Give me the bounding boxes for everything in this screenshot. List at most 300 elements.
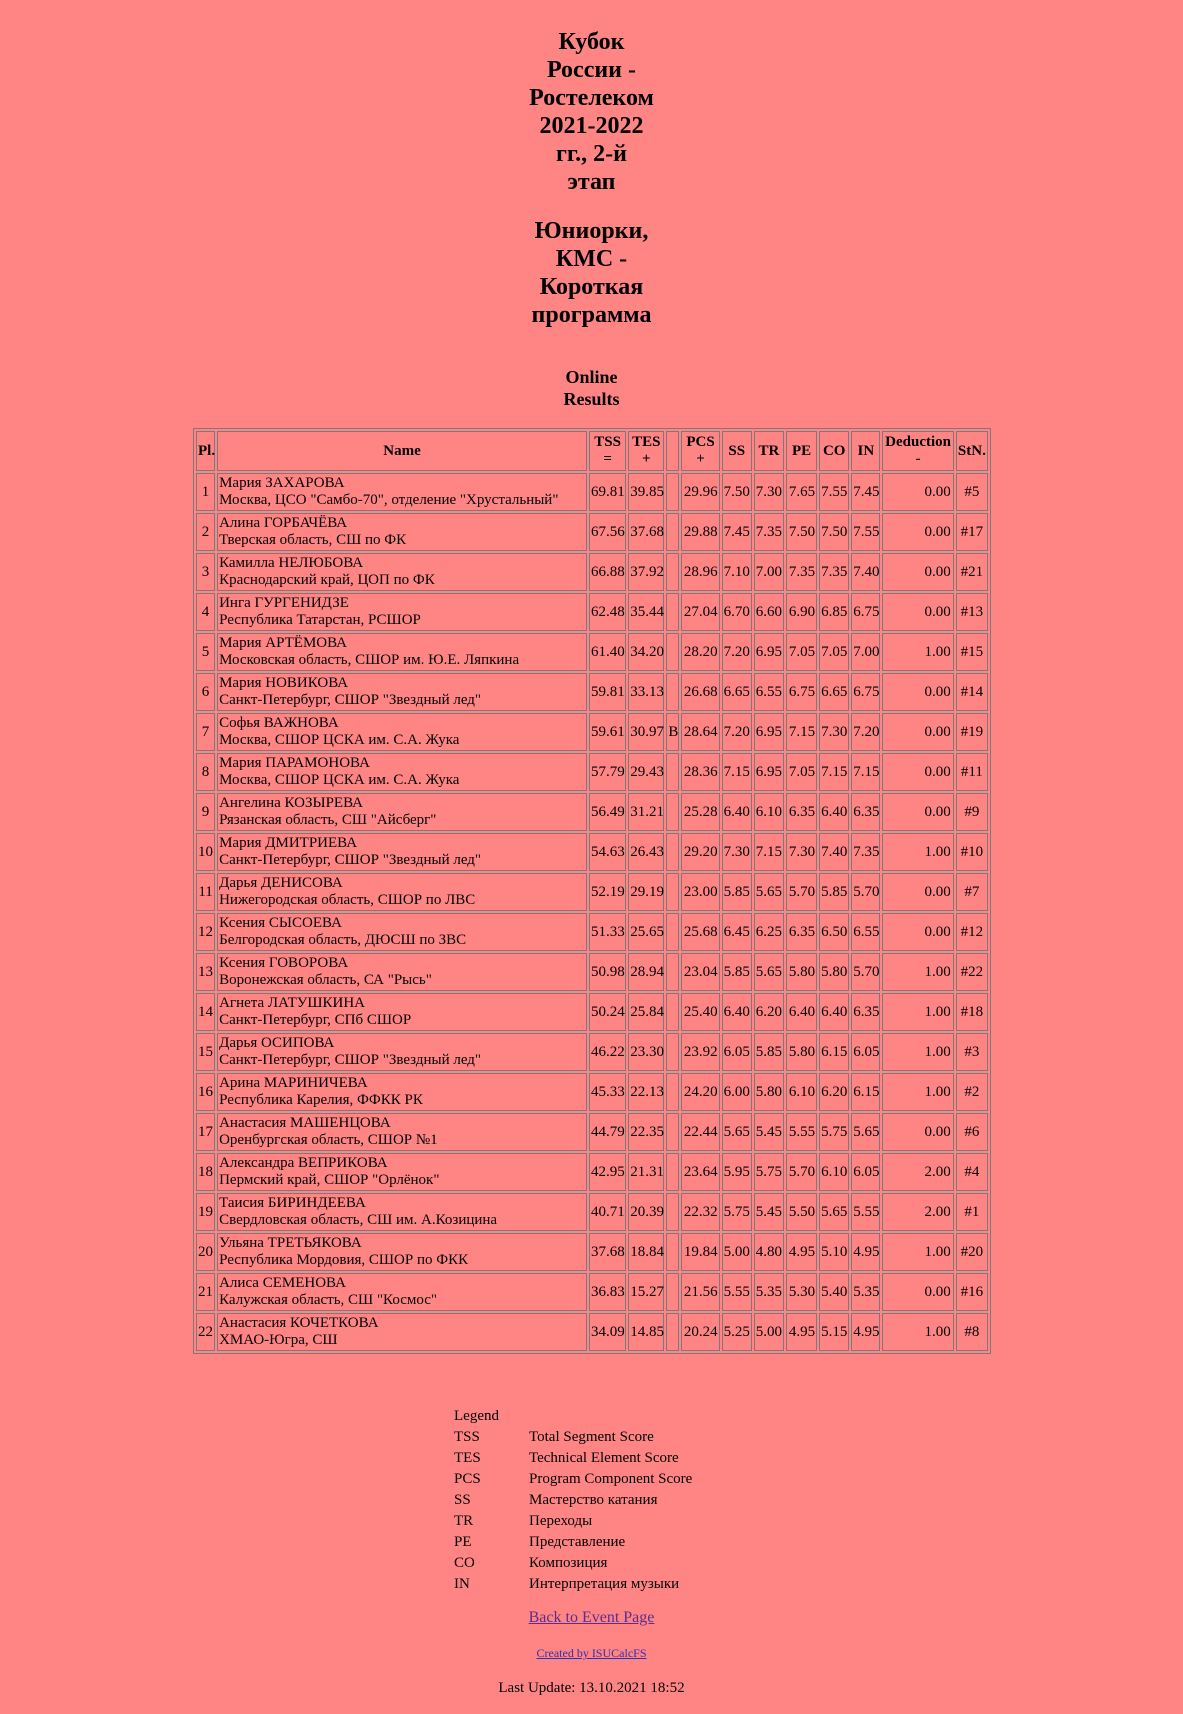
cell-tss: 44.79 [589, 1113, 626, 1151]
table-row [196, 793, 988, 831]
cell-pe: 6.40 [786, 993, 817, 1031]
cell-mark [666, 1033, 679, 1071]
header-tr: TR [754, 431, 784, 471]
cell-tss: 34.09 [589, 1313, 626, 1351]
cell-place: 22 [196, 1313, 215, 1351]
cell-place: 19 [196, 1193, 215, 1231]
cell-pcs: 24.20 [681, 1073, 719, 1111]
cell-tes: 37.68 [628, 513, 664, 551]
cell-in: 6.05 [851, 1033, 880, 1071]
cell-tes: 15.27 [628, 1273, 664, 1311]
cell-deduction: 1.00 [882, 1313, 953, 1351]
legend-desc: Представление [529, 1534, 626, 1550]
legend-item [454, 1553, 692, 1574]
cell-in: 7.55 [851, 513, 880, 551]
cell-mark [666, 1113, 679, 1151]
cell-mark [666, 793, 679, 831]
header-tes: TES + [628, 431, 664, 471]
skater-club: Пермский край, СШОР "Орлёнок" [219, 1172, 440, 1188]
cell-pe: 5.80 [786, 953, 817, 991]
cell-start-number: #13 [956, 593, 988, 631]
cell-co: 6.10 [819, 1153, 849, 1191]
cell-pcs: 19.84 [681, 1233, 719, 1271]
cell-place: 17 [196, 1113, 215, 1151]
cell-tes: 31.21 [628, 793, 664, 831]
cell-ss: 7.20 [722, 633, 752, 671]
cell-tr: 5.85 [754, 1033, 784, 1071]
cell-in: 5.35 [851, 1273, 880, 1311]
skater-club: Тверская область, СШ по ФК [219, 532, 407, 548]
cell-in: 5.70 [851, 953, 880, 991]
skater-name: Алина ГОРБАЧЁВА [219, 515, 348, 531]
cell-pcs: 28.64 [681, 713, 719, 751]
cell-place: 9 [196, 793, 215, 831]
cell-in: 7.00 [851, 633, 880, 671]
cell-deduction: 0.00 [882, 753, 953, 791]
cell-in: 6.05 [851, 1153, 880, 1191]
cell-co: 6.20 [819, 1073, 849, 1111]
cell-deduction: 0.00 [882, 913, 953, 951]
cell-start-number: #9 [956, 793, 988, 831]
cell-co: 6.65 [819, 673, 849, 711]
cell-pe: 7.15 [786, 713, 817, 751]
title-line: программа [531, 302, 652, 328]
cell-skater [217, 593, 587, 631]
created-by-link[interactable]: Created by ISUCalcFS [536, 1646, 647, 1660]
table-row [196, 953, 988, 991]
cell-ss: 7.50 [722, 473, 752, 511]
cell-skater [217, 1153, 587, 1191]
legend-item [454, 1469, 692, 1490]
cell-skater [217, 673, 587, 711]
cell-ss: 5.25 [722, 1313, 752, 1351]
cell-in: 7.35 [851, 833, 880, 871]
cell-ss: 5.00 [722, 1233, 752, 1271]
legend-desc: Мастерство катания [529, 1492, 658, 1508]
cell-co: 7.30 [819, 713, 849, 751]
cell-co: 6.85 [819, 593, 849, 631]
cell-ss: 6.00 [722, 1073, 752, 1111]
cell-tss: 51.33 [589, 913, 626, 951]
cell-skater [217, 1193, 587, 1231]
cell-tss: 42.95 [589, 1153, 626, 1191]
cell-pe: 7.05 [786, 753, 817, 791]
cell-tr: 5.65 [754, 953, 784, 991]
title-line: гг., 2-й [556, 141, 627, 167]
table-row [196, 1233, 988, 1271]
legend-abbr: TR [454, 1513, 474, 1529]
skater-club: Калужская область, СШ "Космос" [219, 1292, 437, 1308]
cell-tss: 40.71 [589, 1193, 626, 1231]
cell-co: 5.65 [819, 1193, 849, 1231]
legend-abbr: IN [454, 1576, 470, 1592]
cell-ss: 5.95 [722, 1153, 752, 1191]
cell-deduction: 0.00 [882, 473, 953, 511]
cell-start-number: #11 [956, 753, 988, 791]
cell-mark [666, 553, 679, 591]
cell-pcs: 26.68 [681, 673, 719, 711]
cell-deduction: 0.00 [882, 713, 953, 751]
table-row [196, 1153, 988, 1191]
cell-co: 7.55 [819, 473, 849, 511]
cell-mark [666, 993, 679, 1031]
legend-item [454, 1427, 692, 1448]
legend-item [454, 1574, 692, 1595]
table-row [196, 553, 988, 591]
cell-in: 6.35 [851, 993, 880, 1031]
cell-deduction: 0.00 [882, 673, 953, 711]
cell-co: 7.05 [819, 633, 849, 671]
cell-start-number: #10 [956, 833, 988, 871]
cell-start-number: #6 [956, 1113, 988, 1151]
cell-ss: 6.45 [722, 913, 752, 951]
cell-mark [666, 1273, 679, 1311]
cell-start-number: #1 [956, 1193, 988, 1231]
header-pcs: PCS + [681, 431, 719, 471]
legend-abbr: PE [454, 1534, 472, 1550]
cell-mark: B [666, 713, 679, 751]
cell-start-number: #18 [956, 993, 988, 1031]
last-update: Last Update: 13.10.2021 18:52 [498, 1680, 685, 1696]
cell-tr: 5.80 [754, 1073, 784, 1111]
cell-co: 5.15 [819, 1313, 849, 1351]
skater-name: Анастасия МАШЕНЦОВА [219, 1115, 391, 1131]
skater-name: Ксения ГОВОРОВА [219, 955, 349, 971]
cell-tes: 25.84 [628, 993, 664, 1031]
title-line: Online [565, 367, 618, 387]
table-row [196, 1193, 988, 1231]
skater-club: Республика Татарстан, РСШОР [219, 612, 421, 628]
table-row [196, 473, 988, 511]
cell-co: 6.50 [819, 913, 849, 951]
cell-tss: 37.68 [589, 1233, 626, 1271]
skater-club: ХМАО-Югра, СШ [219, 1332, 338, 1348]
cell-pe: 7.05 [786, 633, 817, 671]
cell-deduction: 1.00 [882, 633, 953, 671]
cell-mark [666, 833, 679, 871]
cell-skater [217, 513, 587, 551]
skater-club: Краснодарский край, ЦОП по ФК [219, 572, 435, 588]
skater-name: Дарья ОСИПОВА [219, 1035, 335, 1051]
results-table [193, 428, 991, 1354]
online-results-heading [0, 366, 1183, 410]
cell-co: 7.15 [819, 753, 849, 791]
skater-name: Анастасия КОЧЕТКОВА [219, 1315, 379, 1331]
legend-desc: Переходы [529, 1513, 593, 1529]
cell-ss: 7.20 [722, 713, 752, 751]
cell-tes: 39.85 [628, 473, 664, 511]
cell-co: 5.80 [819, 953, 849, 991]
cell-pe: 7.35 [786, 553, 817, 591]
table-row [196, 713, 988, 751]
cell-pcs: 28.96 [681, 553, 719, 591]
cell-skater [217, 793, 587, 831]
skater-club: Республика Мордовия, СШОР по ФКК [219, 1252, 469, 1268]
cell-mark [666, 633, 679, 671]
title-line: России - [546, 57, 636, 83]
cell-tes: 20.39 [628, 1193, 664, 1231]
cell-pe: 6.35 [786, 793, 817, 831]
cell-co: 7.50 [819, 513, 849, 551]
cell-tr: 5.45 [754, 1193, 784, 1231]
cell-mark [666, 873, 679, 911]
cell-pcs: 23.92 [681, 1033, 719, 1071]
cell-pe: 7.30 [786, 833, 817, 871]
cell-in: 7.45 [851, 473, 880, 511]
skater-name: Арина МАРИНИЧЕВА [219, 1075, 368, 1091]
cell-tss: 59.61 [589, 713, 626, 751]
cell-place: 8 [196, 753, 215, 791]
cell-ss: 5.55 [722, 1273, 752, 1311]
cell-in: 7.40 [851, 553, 880, 591]
cell-start-number: #17 [956, 513, 988, 551]
cell-tss: 59.81 [589, 673, 626, 711]
cell-tes: 30.97 [628, 713, 664, 751]
title-line: Юниорки, [534, 218, 649, 244]
cell-ss: 6.70 [722, 593, 752, 631]
skater-name: Таисия БИРИНДЕЕВА [219, 1195, 366, 1211]
header-pe: PE [786, 431, 817, 471]
cell-deduction: 0.00 [882, 1273, 953, 1311]
cell-in: 6.75 [851, 593, 880, 631]
cell-pe: 4.95 [786, 1313, 817, 1351]
cell-deduction: 1.00 [882, 953, 953, 991]
legend-abbr: CO [454, 1555, 475, 1571]
cell-tes: 37.92 [628, 553, 664, 591]
cell-mark [666, 1153, 679, 1191]
skater-club: Оренбургская область, СШОР №1 [219, 1132, 438, 1148]
cell-pe: 6.35 [786, 913, 817, 951]
header-mark [666, 431, 679, 471]
cell-mark [666, 1073, 679, 1111]
cell-pcs: 25.28 [681, 793, 719, 831]
cell-skater [217, 1113, 587, 1151]
cell-tr: 7.30 [754, 473, 784, 511]
cell-mark [666, 473, 679, 511]
cell-start-number: #7 [956, 873, 988, 911]
cell-skater [217, 713, 587, 751]
table-row [196, 753, 988, 791]
cell-deduction: 0.00 [882, 1113, 953, 1151]
cell-tss: 36.83 [589, 1273, 626, 1311]
cell-mark [666, 913, 679, 951]
cell-skater [217, 1033, 587, 1071]
cell-deduction: 1.00 [882, 1033, 953, 1071]
skater-club: Санкт-Петербург, СШОР "Звездный лед" [219, 852, 482, 868]
table-row [196, 1073, 988, 1111]
legend-title: Legend [454, 1408, 499, 1424]
cell-pcs: 23.64 [681, 1153, 719, 1191]
cell-place: 1 [196, 473, 215, 511]
skater-club: Москва, СШОР ЦСКА им. С.А. Жука [219, 732, 460, 748]
skater-club: Москва, ЦСО "Самбо-70", отделение "Хрустальный" [219, 492, 559, 508]
cell-skater [217, 633, 587, 671]
cell-place: 5 [196, 633, 215, 671]
cell-co: 7.40 [819, 833, 849, 871]
cell-place: 12 [196, 913, 215, 951]
cell-skater [217, 873, 587, 911]
cell-pcs: 25.40 [681, 993, 719, 1031]
cell-skater [217, 473, 587, 511]
cell-ss: 5.85 [722, 873, 752, 911]
category-title [0, 217, 1183, 329]
cell-ss: 6.65 [722, 673, 752, 711]
cell-start-number: #2 [956, 1073, 988, 1111]
cell-pe: 4.95 [786, 1233, 817, 1271]
cell-skater [217, 753, 587, 791]
cell-skater [217, 1233, 587, 1271]
cell-in: 6.15 [851, 1073, 880, 1111]
cell-tes: 29.19 [628, 873, 664, 911]
skater-name: Мария ПАРАМОНОВА [219, 755, 370, 771]
cell-co: 5.10 [819, 1233, 849, 1271]
legend-item [454, 1490, 692, 1511]
cell-tr: 7.15 [754, 833, 784, 871]
cell-tss: 66.88 [589, 553, 626, 591]
cell-deduction: 1.00 [882, 833, 953, 871]
header-pl: Pl. [196, 431, 215, 471]
header-stn: StN. [956, 431, 988, 471]
table-row [196, 993, 988, 1031]
cell-ss: 6.40 [722, 793, 752, 831]
legend-abbr: PCS [454, 1471, 481, 1487]
cell-in: 5.65 [851, 1113, 880, 1151]
title-line: этап [567, 169, 616, 195]
cell-tr: 7.35 [754, 513, 784, 551]
skater-club: Санкт-Петербург, СШОР "Звездный лед" [219, 1052, 482, 1068]
cell-start-number: #15 [956, 633, 988, 671]
cell-place: 13 [196, 953, 215, 991]
cell-co: 6.40 [819, 993, 849, 1031]
cell-tss: 61.40 [589, 633, 626, 671]
cell-place: 4 [196, 593, 215, 631]
cell-tss: 67.56 [589, 513, 626, 551]
cell-tes: 22.35 [628, 1113, 664, 1151]
cell-pcs: 28.20 [681, 633, 719, 671]
cell-tes: 23.30 [628, 1033, 664, 1071]
cell-deduction: 0.00 [882, 793, 953, 831]
cell-pcs: 29.88 [681, 513, 719, 551]
skater-name: Агнета ЛАТУШКИНА [219, 995, 366, 1011]
header-co: CO [819, 431, 849, 471]
legend-desc: Композиция [529, 1555, 608, 1571]
skater-name: Мария ДМИТРИЕВА [219, 835, 358, 851]
cell-pcs: 22.44 [681, 1113, 719, 1151]
cell-place: 6 [196, 673, 215, 711]
skater-club: Республика Карелия, ФФКК РК [219, 1092, 423, 1108]
cell-tss: 46.22 [589, 1033, 626, 1071]
cell-pe: 5.80 [786, 1033, 817, 1071]
cell-tes: 29.43 [628, 753, 664, 791]
legend-desc: Technical Element Score [529, 1450, 679, 1466]
cell-deduction: 0.00 [882, 873, 953, 911]
cell-pcs: 29.96 [681, 473, 719, 511]
table-row [196, 593, 988, 631]
cell-pe: 5.70 [786, 1153, 817, 1191]
cell-place: 7 [196, 713, 215, 751]
title-line: Results [563, 389, 620, 409]
cell-tes: 26.43 [628, 833, 664, 871]
cell-in: 5.70 [851, 873, 880, 911]
cell-tr: 6.60 [754, 593, 784, 631]
cell-place: 18 [196, 1153, 215, 1191]
header-ss: SS [722, 431, 752, 471]
title-line: КМС - [555, 246, 628, 272]
cell-place: 14 [196, 993, 215, 1031]
cell-tr: 7.00 [754, 553, 784, 591]
cell-tes: 34.20 [628, 633, 664, 671]
cell-tr: 4.80 [754, 1233, 784, 1271]
cell-deduction: 0.00 [882, 593, 953, 631]
cell-pcs: 22.32 [681, 1193, 719, 1231]
legend-abbr: TSS [454, 1429, 480, 1445]
cell-ss: 6.40 [722, 993, 752, 1031]
cell-co: 6.40 [819, 793, 849, 831]
skater-name: Софья ВАЖНОВА [219, 715, 339, 731]
cell-skater [217, 1273, 587, 1311]
cell-pcs: 27.04 [681, 593, 719, 631]
cell-start-number: #3 [956, 1033, 988, 1071]
title-line: Кубок [558, 29, 625, 55]
skater-name: Ксения СЫСОЕВА [219, 915, 342, 931]
cell-in: 7.15 [851, 753, 880, 791]
cell-co: 6.15 [819, 1033, 849, 1071]
skater-name: Ульяна ТРЕТЬЯКОВА [219, 1235, 362, 1251]
back-to-event-link[interactable]: Back to Event Page [528, 1609, 655, 1626]
cell-mark [666, 1313, 679, 1351]
cell-place: 3 [196, 553, 215, 591]
cell-tes: 35.44 [628, 593, 664, 631]
cell-pe: 5.55 [786, 1113, 817, 1151]
table-row [196, 1273, 988, 1311]
cell-in: 4.95 [851, 1233, 880, 1271]
cell-deduction: 2.00 [882, 1153, 953, 1191]
cell-pcs: 29.20 [681, 833, 719, 871]
cell-place: 2 [196, 513, 215, 551]
cell-deduction: 0.00 [882, 513, 953, 551]
table-header-row [196, 431, 988, 471]
cell-tss: 69.81 [589, 473, 626, 511]
cell-pe: 6.75 [786, 673, 817, 711]
event-title [0, 28, 1183, 196]
cell-pcs: 23.04 [681, 953, 719, 991]
cell-pcs: 21.56 [681, 1273, 719, 1311]
legend-item [454, 1448, 692, 1469]
cell-tes: 18.84 [628, 1233, 664, 1271]
cell-in: 7.20 [851, 713, 880, 751]
cell-tes: 25.65 [628, 913, 664, 951]
legend-desc: Интерпретация музыки [529, 1576, 680, 1592]
cell-in: 6.55 [851, 913, 880, 951]
cell-place: 15 [196, 1033, 215, 1071]
cell-tr: 6.95 [754, 713, 784, 751]
cell-pe: 5.30 [786, 1273, 817, 1311]
cell-ss: 7.45 [722, 513, 752, 551]
cell-pcs: 23.00 [681, 873, 719, 911]
cell-place: 10 [196, 833, 215, 871]
legend-desc: Program Component Score [529, 1471, 693, 1487]
skater-club: Воронежская область, СА "Рысь" [219, 972, 432, 988]
skater-club: Белгородская область, ДЮСШ по ЗВС [219, 932, 467, 948]
cell-tr: 6.10 [754, 793, 784, 831]
skater-name: Мария ЗАХАРОВА [219, 475, 345, 491]
cell-tes: 22.13 [628, 1073, 664, 1111]
cell-start-number: #16 [956, 1273, 988, 1311]
cell-mark [666, 1193, 679, 1231]
header-name: Name [217, 431, 587, 471]
cell-in: 6.75 [851, 673, 880, 711]
skater-name: Мария АРТЁМОВА [219, 635, 348, 651]
